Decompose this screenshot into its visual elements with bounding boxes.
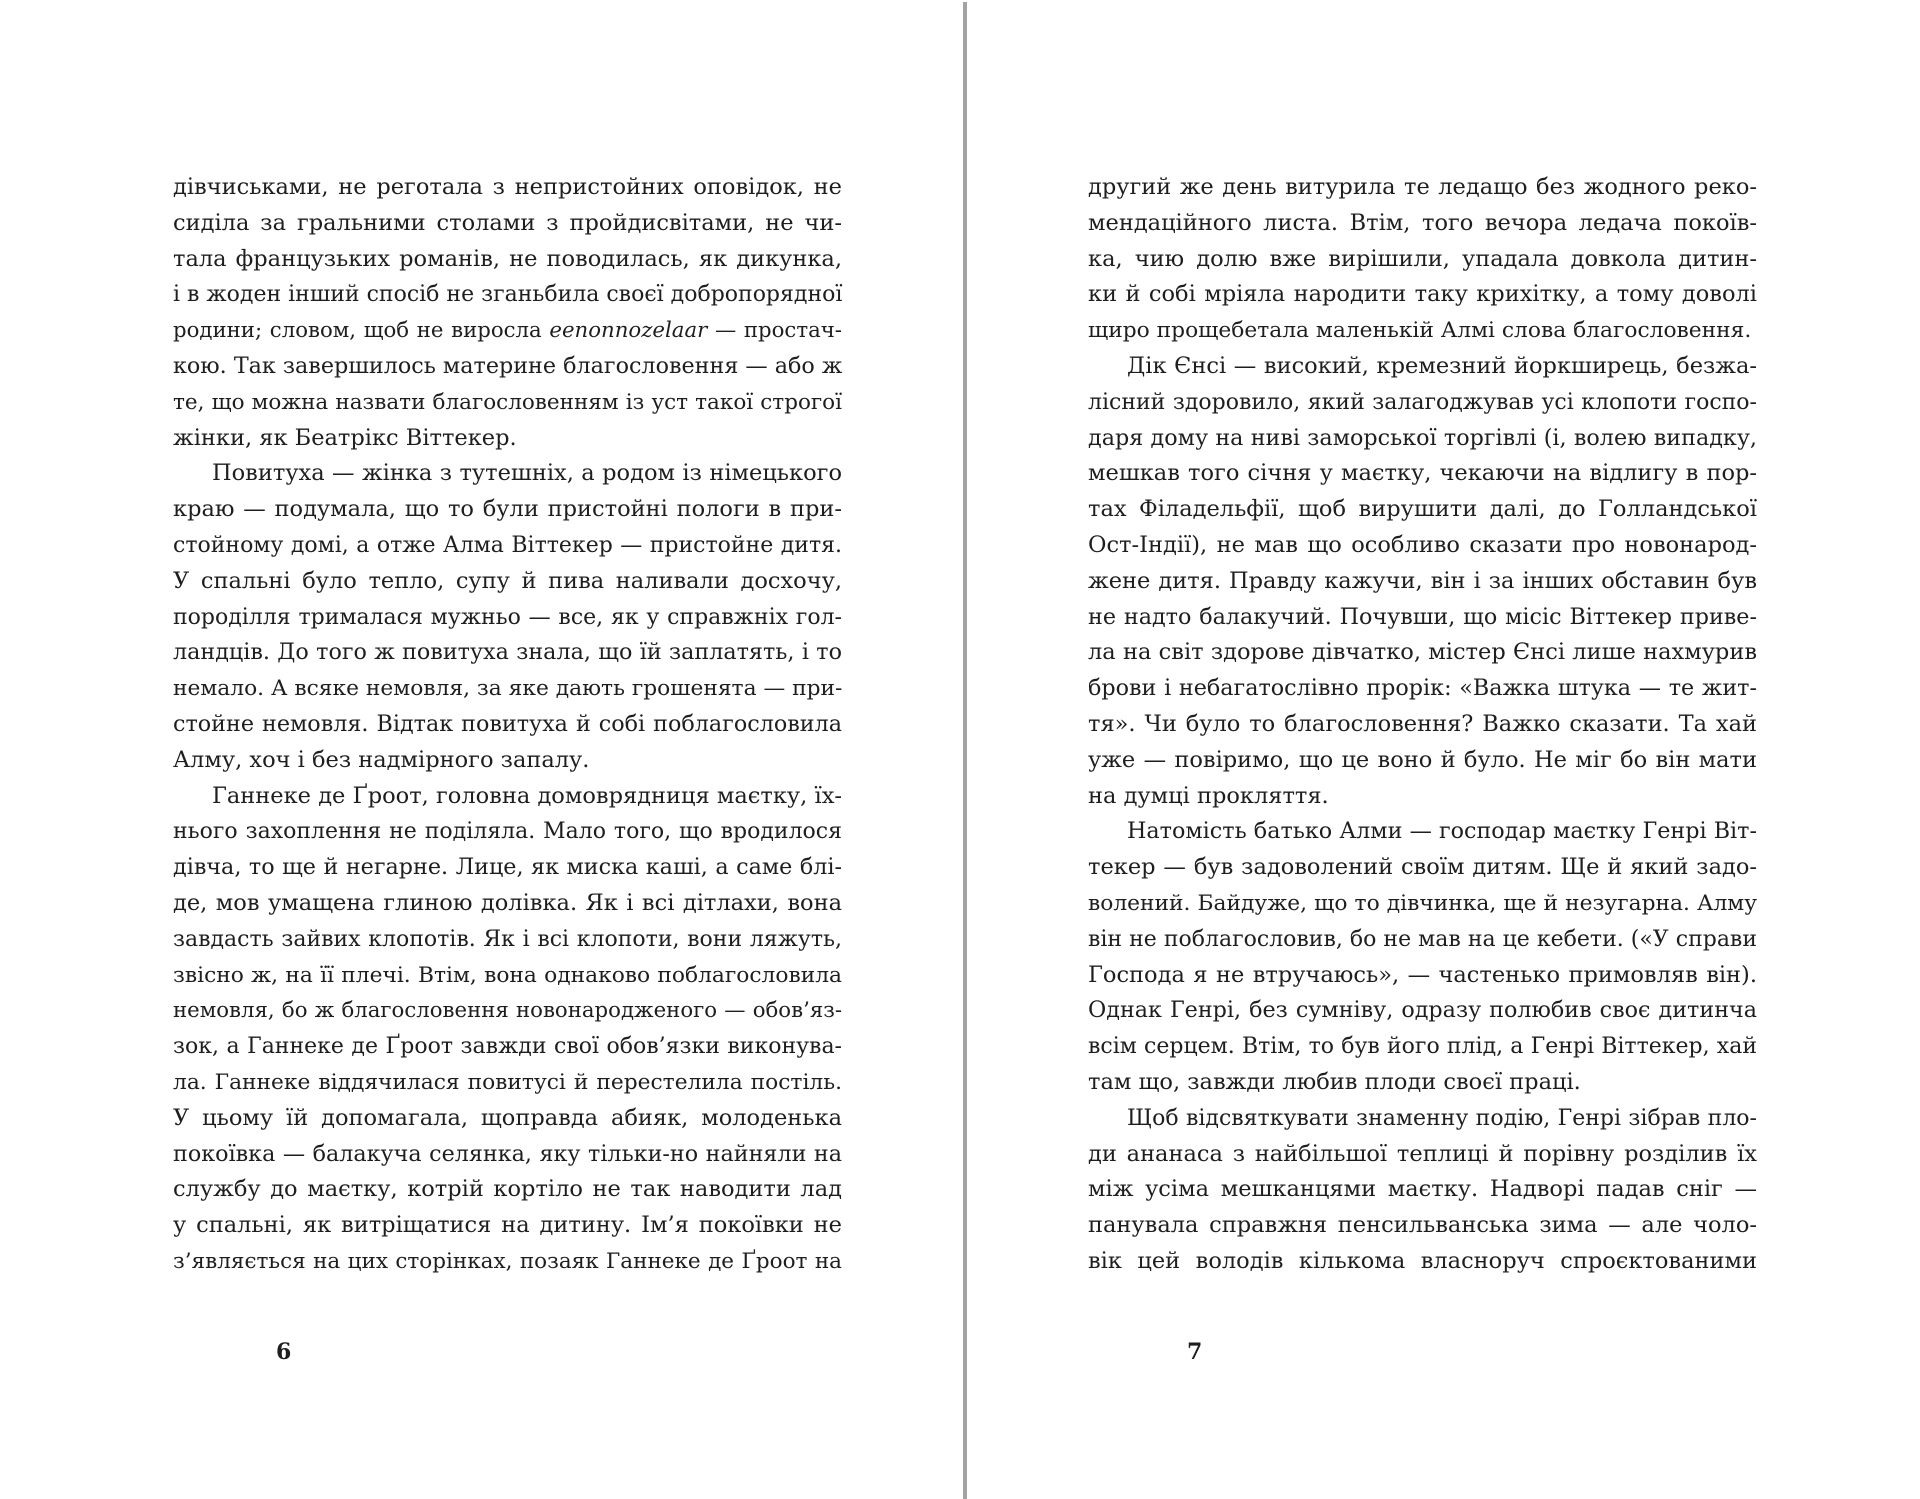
text-line: Однак Генрі, без сумніву, одразу полюбив своє дитинча [1088,997,1757,1024]
text-line: дівчиськами, не реготала з непристойних оповідок, не [173,174,842,200]
text-line: щиро прощебетала маленькій Алмі слова благословення. [1088,318,1752,344]
text-line: Ост-Індії), не мав що особливо сказати про новонарод- [1088,531,1757,558]
text-line: волений. Байдуже, що то дівчинка, ще й незугарна. Алму [1088,890,1757,916]
text-line: і в жоден інший спосіб не зганьбила своєї добропорядної [173,282,843,308]
text-line: стойне немовля. Відтак повитуха й собі поблагословила [173,710,842,737]
text-line: у спальні, як витріщатися на дитину. Ім’я покоївки не [173,1212,842,1239]
text-line: Щоб відсвяткувати знаменну подію, Генрі зібрав пло- [1127,1105,1757,1131]
text-line: не надто балакучий. Почувши, що місіс Віттекер приве- [1088,603,1757,630]
italic-word: eenonnozelaar [549,318,708,344]
text-line: завдасть зайвих клопотів. Як і всі клопоти, вони ляжуть, [173,926,842,952]
right-page-text [1088,170,1757,1280]
text-line: з’являється на цих сторінках, позаяк Ганнеке де Ґроот на [173,1248,842,1274]
text-line: нього захоплення не поділяла. Мало того, що вродилося [173,819,842,845]
text-line: брови і небагатослівно прорік: «Важка штука — те жит- [1088,675,1757,702]
text-line: ки й собі мріяла народити таку крихітку, а тому доволі [1088,281,1757,308]
text-line: ди ананаса з найбільшої теплиці й порівну розділив їх [1088,1140,1757,1167]
text-line: краю — подумала, що то були пристойні пологи в при- [173,496,842,523]
text-line: тя». Чи було то благословення? Важко сказати. Та хай [1088,710,1757,737]
text-line: лісний здоровило, який залагоджував усі клопоти госпо- [1088,389,1757,415]
text-line: між усіма мешканцями маєтку. Надворі падав сніг — [1088,1176,1757,1203]
text-line: вік цей володів кількома власноруч спроєктованими [1088,1247,1757,1274]
text-line: там що, завжди любив плоди своєї праці. [1088,1068,1581,1095]
text-line: на думці прокляття. [1088,782,1329,809]
text-line: Дік Єнсі — високий, кремезний йоркширець, безжа- [1127,352,1757,379]
text-line: де, мов умащена глиною долівка. Як і всі дітлахи, вона [173,889,842,916]
text-line: покоївка — балакуча селянка, яку тільки-но найняли на [173,1140,842,1167]
text-line: породілля трималася мужньо — все, як у справжніх гол- [173,604,842,630]
text-line: те, що можна назвати благословенням із уст такої строгої [173,389,842,415]
page-number-left: 6 [276,1339,292,1365]
text-line: ла. Ганнеке віддячилася повитусі й перестелила постіль. [173,1069,842,1095]
text-line: звісно ж, на її плечі. Втім, вона однаково поблагословила [173,962,842,988]
text-line: мешкав того січня у маєтку, чекаючи на відлигу в пор- [1088,460,1757,487]
text-line: сиділа за гральними столами з пройдисвітами, не чи- [173,209,842,236]
text-line: стойному домі, а отже Алма Віттекер — пристойне дитя. [173,532,842,558]
page-number-right: 7 [1187,1339,1203,1365]
text-line: панувала справжня пенсильванська зима — але чоло- [1088,1212,1757,1239]
text-line: ла на світ здорове дівчатко, містер Єнсі лише нахмурив [1088,639,1757,666]
text-line: немало. А всяке немовля, за яке дають грошенята — при- [173,676,843,702]
text-line: Натомість батько Алми — господар маєтку Генрі Віт- [1127,818,1757,845]
text-line: родини; словом, щоб не виросла eenonnozelaar — простач- [173,318,842,344]
text-line: Повитуха — жінка з тутешніх, а родом із німецького [212,460,842,487]
text-line: кою. Так завершилось материне благословення — або ж [173,352,843,379]
text-line: жене дитя. Правду кажучи, він і за інших обставин був [1088,567,1757,594]
text-line: він не поблагословив, бо не мав на це кебети. («У справи [1088,926,1757,952]
text-line: дівча, то ще й негарне. Лице, як миска каші, а саме блі- [173,854,842,881]
text-line: всім серцем. Втім, то був його плід, а Генрі Віттекер, хай [1088,1034,1757,1060]
text-line: жінки, як Беатрікс Віттекер. [173,424,517,451]
text-line: Ганнеке де Ґроот, головна домоврядниця маєтку, їх- [212,782,842,809]
left-page-text [173,170,842,1280]
text-line: службу до маєтку, котрій кортіло не так наводити лад [173,1176,842,1203]
text-line: зок, а Ганнеке де Ґроот завжди свої обов’язки виконува- [173,1034,842,1060]
text-line: ка, чию долю вже вирішили, упадала довкола дитин- [1088,245,1757,272]
text-line: У цьому їй допомагала, щоправда абияк, молоденька [173,1104,842,1131]
text-line: мендаційного листа. Втім, того вечора ледача покоїв- [1088,209,1757,236]
book-gutter [963,2,967,1499]
text-line: немовля, бо ж благословення новонародженого — обов’яз- [173,998,842,1024]
text-line: У спальні було тепло, супу й пива наливали досхочу, [173,567,842,594]
text-line: ландців. До того ж повитуха знала, що їй заплатять, і то [173,639,842,666]
text-line: тах Філадельфії, щоб вирушити далі, до Голландської [1088,496,1757,523]
text-line: тала французьких романів, не поводилась, як дикунка, [173,245,842,272]
text-line: Господа я не втручаюсь», — частенько примовляв він). [1088,961,1757,988]
text-line: другий же день витурила те ледащо без жодного реко- [1088,174,1757,200]
text-line: даря дому на ниві заморської торгівлі (і, волею випадку, [1088,424,1757,451]
text-line: Алму, хоч і без надмірного запалу. [173,746,590,773]
text-line: текер — був задоволений своїм дитям. Ще й який задо- [1088,854,1757,881]
text-line: уже — повіримо, що це воно й було. Не міг бо він мати [1088,746,1757,773]
